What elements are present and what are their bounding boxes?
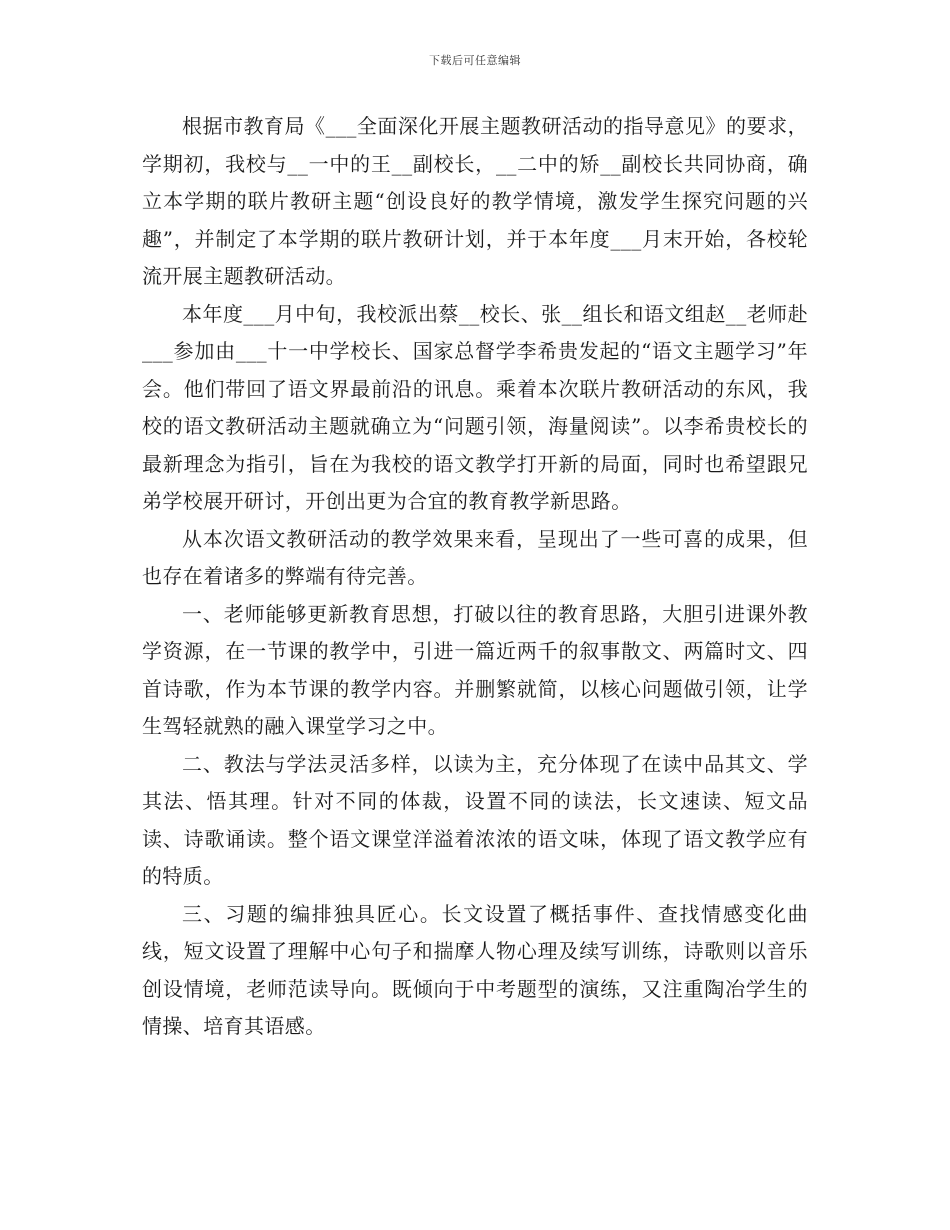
paragraph-2: 本年度___月中旬，我校派出蔡__校长、张__组长和语文组赵__老师赴___参加由___十一中学校长、国家总督学李希贵发起的“语文主题学习”年会。他们带回了语文界最前沿的讯息。乘着本次联片教研活动的东风，我校的语文教研活动主题就确立为“问题引领，海量阅读”。以李希贵校长的最新理念为指引，旨在为我校的语文教学打开新的局面，同时也希望跟兄弟学校展开研讨，开创出更为合宜的教育教学新思路。 (142, 301, 808, 513)
paragraph-5: 二、教法与学法灵活多样，以读为主，充分体现了在读中品其文、学其法、悟其理。针对不同的体裁，设置不同的读法，长文速读、短文品读、诗歌诵读。整个语文课堂洋溢着浓浓的语文味，体现了语文教学应有的特质。 (142, 751, 808, 888)
header-note: 下载后可任意编辑 (429, 54, 521, 67)
paragraph-3: 从本次语文教研活动的教学效果来看，呈现出了一些可喜的成果，但也存在着诸多的弊端有待完善。 (142, 526, 808, 588)
document-body (142, 108, 808, 1046)
paragraph-4: 一、老师能够更新教育思想，打破以往的教育思路，大胆引进课外教学资源，在一节课的教学中，引进一篇近两千的叙事散文、两篇时文、四首诗歌，作为本节课的教学内容。并删繁就简，以核心问题做引领，让学生驾轻就熟的融入课堂学习之中。 (142, 601, 808, 738)
paragraph-6: 三、习题的编排独具匠心。长文设置了概括事件、查找情感变化曲线，短文设置了理解中心句子和揣摩人物心理及续写训练，诗歌则以音乐创设情境，老师范读导向。既倾向于中考题型的演练，又注重陶冶学生的情操、培育其语感。 (142, 901, 808, 1038)
paragraph-1: 根据市教育局《___全面深化开展主题教研活动的指导意见》的要求，学期初，我校与__一中的王__副校长，__二中的矫__副校长共同协商，确立本学期的联片教研主题“创设良好的教学情境，激发学生探究问题的兴趣”，并制定了本学期的联片教研计划，并于本年度___月末开始，各校轮流开展主题教研活动。 (142, 114, 808, 288)
